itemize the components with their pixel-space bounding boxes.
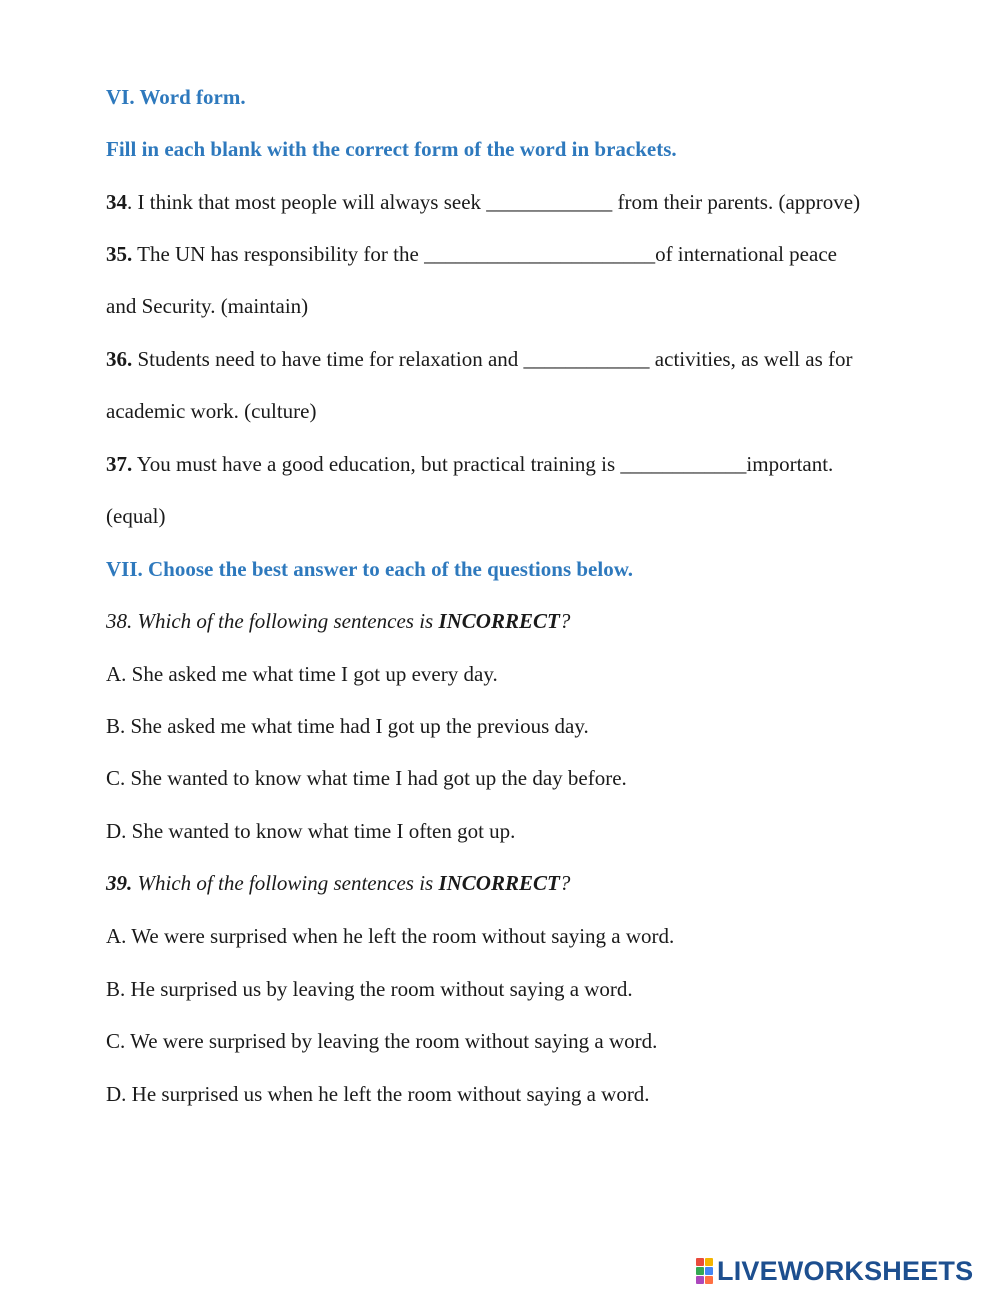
question-number: 39.	[106, 871, 133, 895]
prompt-text: . Which of the following sentences is	[127, 609, 439, 633]
question-36	[106, 346, 852, 372]
prompt-emphasis: INCORRECT	[438, 609, 560, 633]
question-38-prompt	[106, 608, 570, 634]
question-36-continued: academic work. (culture)	[106, 399, 317, 423]
logo-text: LIVEWORKSHEETS	[717, 1255, 974, 1286]
prompt-emphasis: INCORRECT	[438, 871, 560, 895]
question-39-option-c: C. We were surprised by leaving the room without saying a word.	[106, 1029, 658, 1053]
liveworksheets-logo	[696, 1256, 973, 1286]
question-number: 36.	[106, 347, 133, 371]
question-35	[106, 241, 837, 267]
question-number: 37.	[106, 452, 133, 476]
question-37-continued: (equal)	[106, 504, 166, 528]
liveworksheets-logo-icon	[696, 1258, 713, 1284]
question-38-option-b: B. She asked me what time had I got up the previous day.	[106, 714, 589, 738]
prompt-text: Which of the following sentences is	[132, 871, 439, 895]
question-34	[106, 189, 860, 215]
question-text: The UN has responsibility for the ______________________of international peace	[132, 242, 837, 266]
section-6-instruction: Fill in each blank with the correct form of the word in brackets.	[106, 137, 677, 161]
section-6-title: VI. Word form.	[106, 85, 246, 109]
question-separator: .	[127, 190, 133, 214]
section-7-title: VII. Choose the best answer to each of the questions below.	[106, 557, 633, 581]
question-text: You must have a good education, but practical training is ____________important.	[132, 452, 834, 476]
question-35-continued: and Security. (maintain)	[106, 294, 309, 318]
question-number: 35.	[106, 242, 133, 266]
question-text: I think that most people will always seek ____________ from their parents. (approve)	[132, 190, 861, 214]
question-text: Students need to have time for relaxation and ____________ activities, as well as for	[132, 347, 853, 371]
question-39-prompt	[106, 870, 570, 896]
question-38-option-a: A. She asked me what time I got up every day.	[106, 662, 498, 686]
question-38-option-d: D. She wanted to know what time I often got up.	[106, 819, 516, 843]
question-number: 34	[106, 190, 127, 214]
prompt-end: ?	[559, 871, 571, 895]
question-number: 38	[106, 609, 127, 633]
question-37	[106, 451, 833, 477]
prompt-end: ?	[559, 609, 571, 633]
question-39-option-b: B. He surprised us by leaving the room without saying a word.	[106, 977, 633, 1001]
question-39-option-a: A. We were surprised when he left the room without saying a word.	[106, 924, 675, 948]
question-39-option-d: D. He surprised us when he left the room without saying a word.	[106, 1082, 650, 1106]
question-38-option-c: C. She wanted to know what time I had got up the day before.	[106, 766, 627, 790]
